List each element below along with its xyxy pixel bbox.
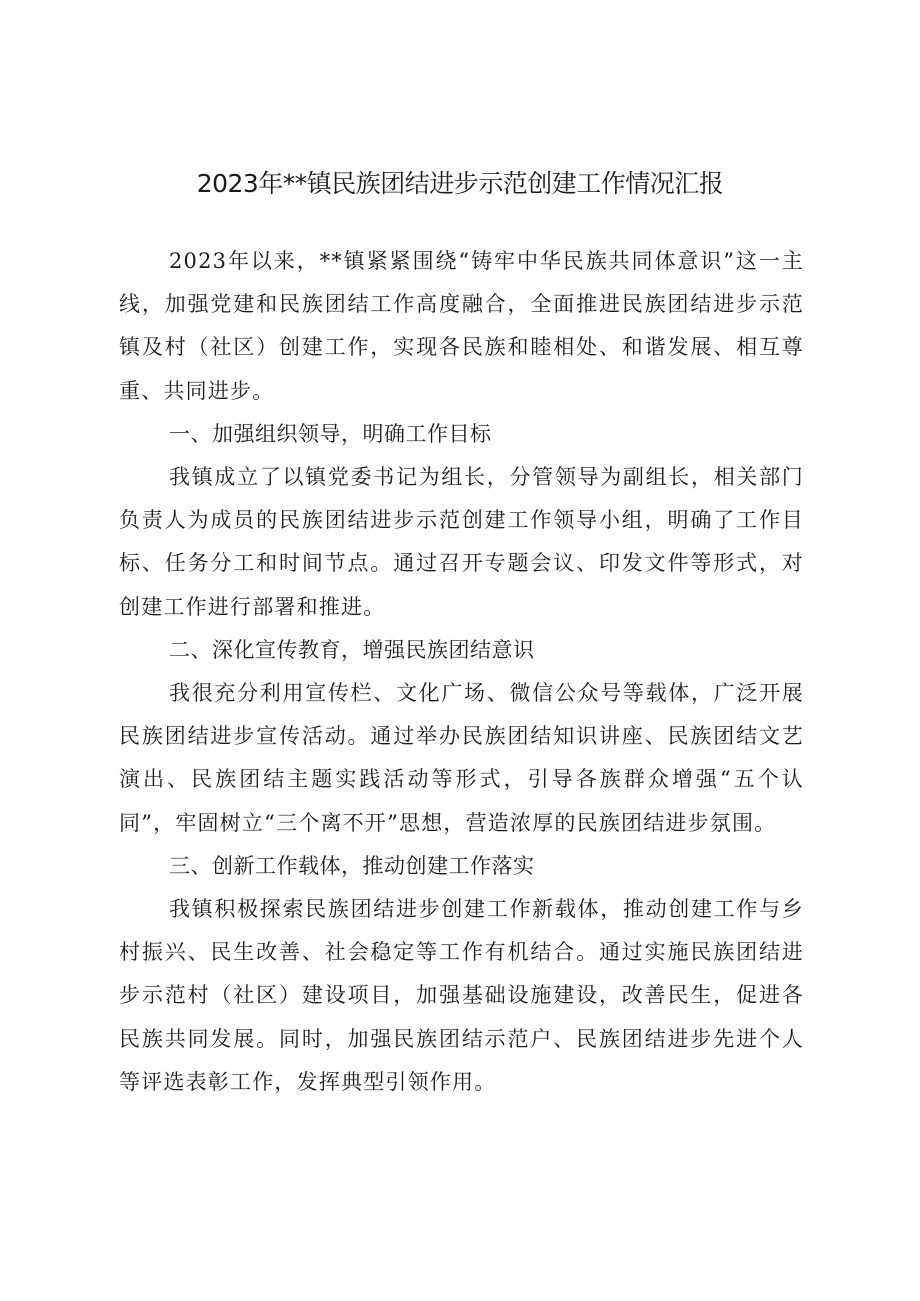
section-1-body: 我镇成立了以镇党委书记为组长，分管领导为副组长，相关部门负责人为成员的民族团结进步示范创建工作领导小组，明确了工作目标、任务分工和时间节点。通过召开专题会议、印发文件等形式，对创建工作进行部署和推进。 xyxy=(119,465,804,619)
section-3-body: 我镇积极探索民族团结进步创建工作新载体，推动创建工作与乡村振兴、民生改善、社会稳定等工作有机结合。通过实施民族团结进步示范村（社区）建设项目，加强基础设施建设，改善民生，促进各民族共同发展。同时，加强民族团结示范户、民族团结进步先进个人等评选表彰工作，发挥典型引领作用。 xyxy=(119,897,804,1094)
section-1-heading: 一、加强组织领导，明确工作目标 xyxy=(169,421,492,446)
intro-paragraph: 2023年以来，**镇紧紧围绕“铸牢中华民族共同体意识”这一主线，加强党建和民族团结工作高度融合，全面推进民族团结进步示范镇及村（社区）创建工作，实现各民族和睦相处、和谐发展、相互尊重、共同进步。 xyxy=(119,249,804,403)
section-2-heading: 二、深化宣传教育，增强民族团结意识 xyxy=(169,637,535,662)
section-3-heading: 三、创新工作载体，推动创建工作落实 xyxy=(169,853,535,878)
section-2-body: 我很充分利用宣传栏、文化广场、微信公众号等载体，广泛开展民族团结进步宣传活动。通过举办民族团结知识讲座、民族团结文艺演出、民族团结主题实践活动等形式，引导各族群众增强“五个认同”，牢固树立“三个离不开”思想，营造浓厚的民族团结进步氛围。 xyxy=(119,681,804,835)
document-title: 2023年**镇民族团结进步示范创建工作情况汇报 xyxy=(196,169,724,198)
document-body xyxy=(119,240,804,1104)
